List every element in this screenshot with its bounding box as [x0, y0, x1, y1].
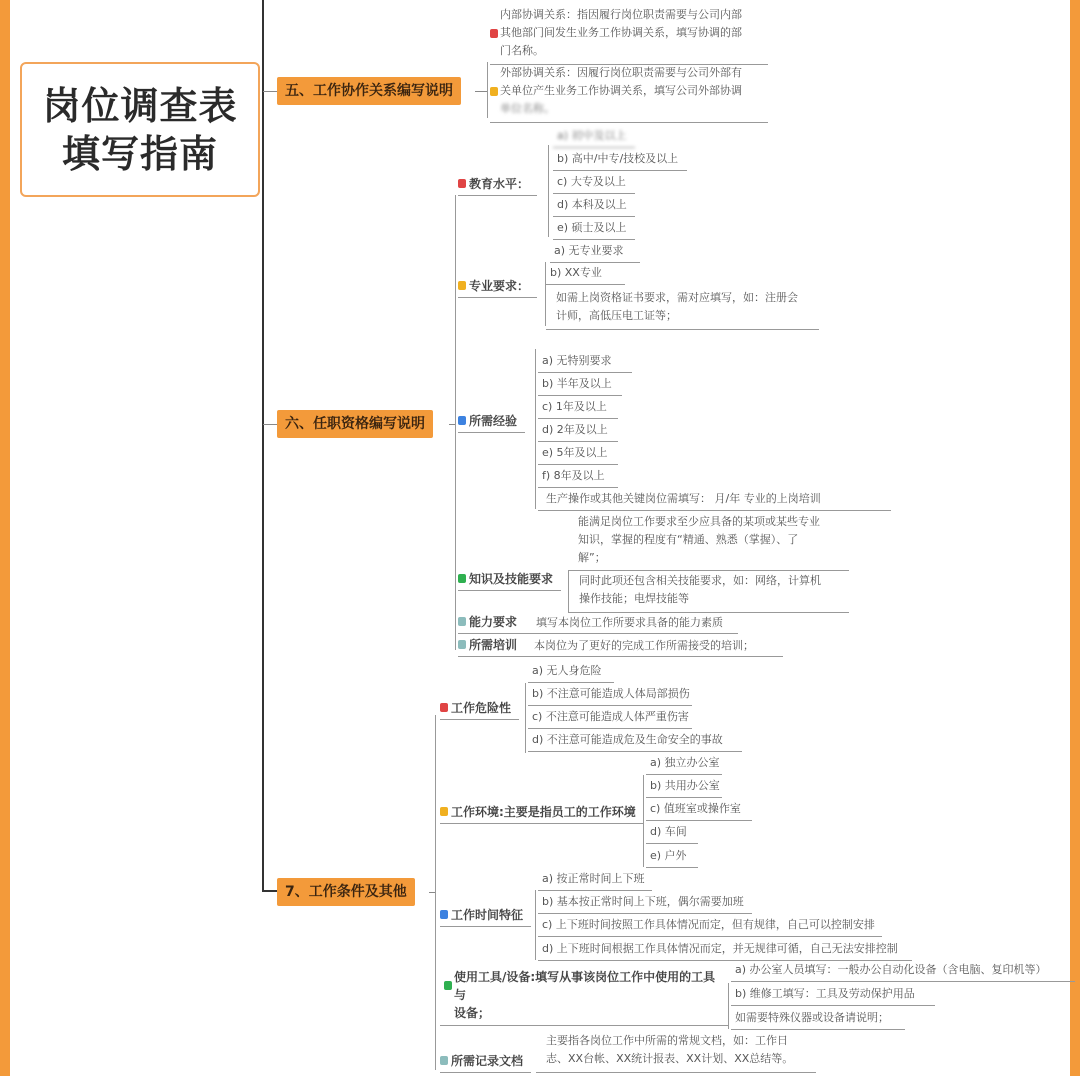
list-item: a) 独立办公室 — [646, 756, 722, 775]
list-item: e) 户外 — [646, 849, 698, 868]
list-item: d) 2年及以上 — [538, 423, 618, 442]
bracket — [435, 715, 436, 1070]
list-item: b) 高中/中专/技校及以上 — [553, 152, 687, 171]
category-knowledge[interactable] — [458, 570, 561, 591]
category-label: 设备； — [454, 1006, 491, 1020]
priority-3-icon — [440, 910, 448, 919]
priority-4-icon — [458, 574, 466, 583]
category-major[interactable] — [458, 277, 537, 298]
category-tools[interactable] — [440, 968, 728, 1026]
text-line: 志、XX台帐、XX统计报表、XX计划、XX总结等。 — [546, 1052, 794, 1065]
list-item: e) 硕士及以上 — [553, 221, 635, 240]
text-line: 关单位产生业务工作协调关系，填写公司外部协调 — [500, 84, 742, 97]
node-section-5[interactable]: 五、工作协作关系编写说明 — [277, 77, 461, 105]
text-line: 能满足岗位工作要求至少应具备的某项或某些专业 — [578, 515, 820, 528]
priority-2-icon — [458, 281, 466, 290]
bracket — [548, 145, 549, 237]
bracket — [455, 195, 456, 650]
external-coordination[interactable] — [490, 64, 768, 123]
priority-1-icon — [458, 179, 466, 188]
list-item: a) 无人身危险 — [528, 664, 614, 683]
category-environment[interactable] — [440, 803, 644, 824]
knowledge-desc — [568, 513, 848, 571]
internal-coordination[interactable] — [490, 6, 768, 65]
list-item: b) 共用办公室 — [646, 779, 722, 798]
list-item: d) 不注意可能造成危及生命安全的事故 — [528, 733, 742, 752]
list-item: d) 上下班时间根据工作具体情况而定，并无规律可循，自己无法安排控制 — [538, 942, 912, 961]
text-line: 门名称。 — [500, 44, 544, 57]
list-item: 如需要特殊仪器或设备请说明； — [731, 1011, 905, 1030]
list-item: b) 不注意可能造成人体局部损伤 — [528, 687, 692, 706]
list-item: d) 车间 — [646, 825, 698, 844]
category-records[interactable] — [440, 1052, 531, 1073]
priority-1-icon — [490, 29, 498, 38]
category-label: 所需经验 — [469, 414, 518, 428]
connector — [262, 890, 277, 892]
list-item: e) 5年及以上 — [538, 446, 618, 465]
category-education[interactable] — [458, 175, 537, 196]
category-label: 工作环境:主要是指员工的工作环境 — [451, 805, 636, 819]
list-item: c) 上下班时间按照工作具体情况而定，但有规律，自己可以控制安排 — [538, 918, 882, 937]
bracket — [525, 683, 526, 753]
category-label: 所需记录文档 — [451, 1054, 524, 1068]
category-experience[interactable] — [458, 412, 525, 433]
list-item: c) 值班室或操作室 — [646, 802, 752, 821]
text-line: 知识，掌握的程度有“精通、熟悉（掌握）、了 — [578, 533, 799, 546]
text-line: 解”； — [578, 551, 606, 564]
category-work-time[interactable] — [440, 906, 531, 927]
list-item: a) 办公室人员填写：一般办公自动化设备（含电脑、复印机等） — [731, 963, 1075, 982]
category-label: 专业要求： — [469, 279, 530, 293]
connector — [263, 424, 277, 425]
text-line: 如需上岗资格证书要求，需对应填写，如：注册会 — [556, 291, 798, 304]
category-label: 所需培训 — [469, 638, 518, 652]
node-section-7[interactable]: 7、工作条件及其他 — [277, 878, 415, 906]
list-item: a) 初中及以上 — [553, 129, 635, 148]
list-item: a) 无特别要求 — [538, 354, 632, 373]
category-label: 使用工具/设备:填写从事该岗位工作中使用的工具与 — [454, 970, 716, 1002]
priority-2-icon — [490, 87, 498, 96]
category-label: 工作危险性 — [451, 701, 512, 715]
list-item: f) 8年及以上 — [538, 469, 618, 488]
priority-5-icon — [440, 1056, 448, 1065]
text-line: 外部协调关系：因履行岗位职责需要与公司外部有 — [500, 66, 742, 79]
list-item: b) 维修工填写：工具及劳动保护用品 — [731, 987, 935, 1006]
priority-4-icon — [444, 981, 452, 990]
knowledge-skills — [568, 570, 849, 613]
list-item: c) 大专及以上 — [553, 175, 635, 194]
connector — [263, 91, 277, 92]
category-ability[interactable] — [458, 613, 738, 634]
category-training[interactable] — [458, 636, 783, 657]
bracket — [487, 62, 488, 118]
list-item: b) 基本按正常时间上下班，偶尔需要加班 — [538, 895, 752, 914]
ability-text: 填写本岗位工作所要求具备的能力素质 — [536, 615, 724, 629]
bracket — [643, 775, 644, 867]
training-text: 本岗位为了更好的完成工作所需接受的培训； — [534, 638, 755, 652]
root-title-node[interactable] — [20, 62, 260, 197]
priority-6-icon — [458, 640, 466, 649]
list-item: b) 半年及以上 — [538, 377, 622, 396]
priority-1-icon — [440, 703, 448, 712]
priority-5-icon — [458, 617, 466, 626]
title-line-1: 岗位调查表 — [42, 83, 238, 128]
title-line-2: 填写指南 — [61, 131, 218, 176]
list-item: c) 1年及以上 — [538, 400, 618, 419]
text-line: 同时此项还包含相关技能要求，如：网络，计算机 — [579, 574, 821, 587]
experience-note: 生产操作或其他关键岗位需填写： 月/年 专业的上岗培训 — [538, 492, 891, 511]
major-note — [546, 289, 819, 330]
list-item: a) 无专业要求 — [550, 244, 640, 263]
connector — [475, 91, 487, 92]
bracket — [728, 983, 729, 1029]
left-border — [0, 0, 10, 1076]
bracket — [535, 890, 536, 960]
right-border — [1070, 0, 1080, 1076]
records-text — [536, 1032, 816, 1073]
node-section-6[interactable]: 六、任职资格编写说明 — [277, 410, 433, 438]
text-line: 内部协调关系：指因履行岗位职责需要与公司内部 — [500, 8, 742, 21]
priority-2-icon — [440, 807, 448, 816]
category-label: 知识及技能要求 — [469, 572, 554, 586]
list-item: b) XX专业 — [546, 266, 625, 285]
text-line: 其他部门间发生业务工作协调关系，填写协调的部 — [500, 26, 742, 39]
list-item: d) 本科及以上 — [553, 198, 635, 217]
category-label: 能力要求 — [469, 615, 518, 629]
category-label: 工作时间特征 — [451, 908, 524, 922]
trunk-connector — [262, 0, 264, 891]
list-item: a) 按正常时间上下班 — [538, 872, 652, 891]
bracket — [535, 349, 536, 509]
text-line: 单位名称。 — [500, 102, 555, 115]
priority-3-icon — [458, 416, 466, 425]
text-line: 主要指各岗位工作中所需的常规文档，如：工作日 — [546, 1034, 788, 1047]
category-label: 教育水平： — [469, 177, 530, 191]
text-line: 计师，高低压电工证等； — [556, 309, 677, 322]
category-hazard[interactable] — [440, 699, 519, 720]
text-line: 操作技能；电焊技能等 — [579, 592, 689, 605]
list-item: c) 不注意可能造成人体严重伤害 — [528, 710, 692, 729]
